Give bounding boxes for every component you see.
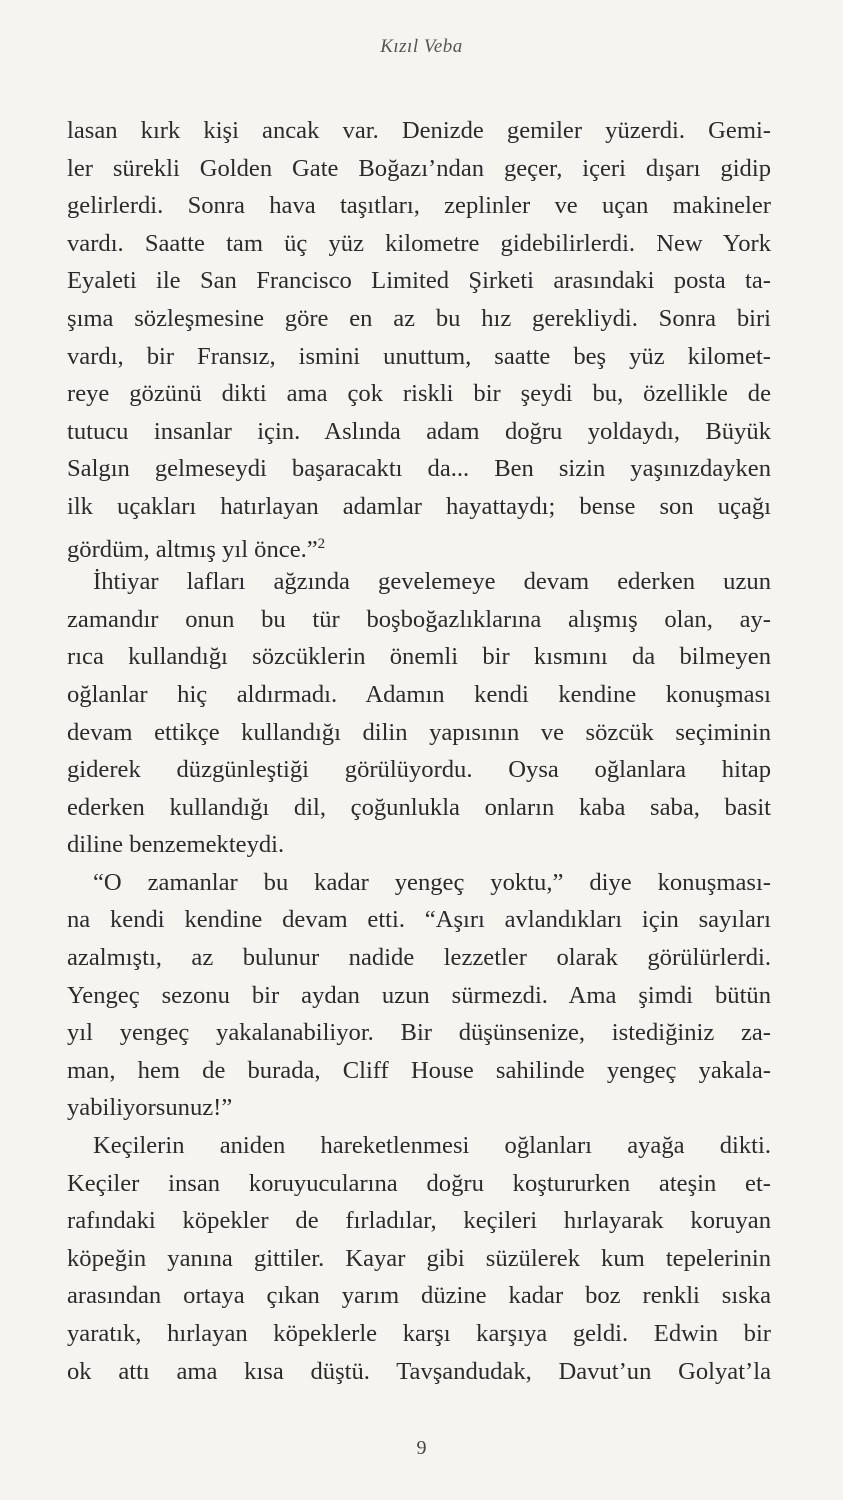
text-line: Keçilerin aniden hareketlenmesi oğlanları ayağa dikti. <box>93 1132 771 1160</box>
text-line: Yengeç sezonu bir aydan uzun sürmezdi. Ama şimdi bütün <box>67 981 771 1009</box>
footnote-reference: 2 <box>317 535 326 552</box>
text-line: ederken kullandığı dil, çoğunlukla onların kaba saba, basit <box>67 793 771 821</box>
text-line: İhtiyar lafları ağzında gevelemeye devam ederken uzun <box>93 568 771 596</box>
text-line: man, hem de burada, Cliff House sahilinde yengeç yakala- <box>67 1056 771 1084</box>
text-line: yıl yengeç yakalanabiliyor. Bir düşünsenize, istediğiniz za- <box>67 1019 771 1047</box>
text-line: zamandır onun bu tür boşboğazlıklarına alışmış olan, ay- <box>67 605 771 633</box>
body-text <box>67 112 771 1390</box>
text-line: ler sürekli Golden Gate Boğazı’ndan geçer, içeri dışarı gidip <box>67 154 771 182</box>
text-line: şıma sözleşmesine göre en az bu hız gerekliydi. Sonra biri <box>67 304 771 332</box>
text-line: oğlanlar hiç aldırmadı. Adamın kendi kendine konuşması <box>67 680 771 708</box>
text-line: yabiliyorsunuz!” <box>67 1094 233 1122</box>
text-line: lasan kırk kişi ancak var. Denizde gemiler yüzerdi. Gemi- <box>67 117 771 144</box>
text-line: köpeğin yanına gittiler. Kayar gibi süzülerek kum tepelerinin <box>67 1244 771 1272</box>
running-head-title: Kızıl Veba <box>380 36 463 57</box>
text-line: yaratık, hırlayan köpeklerle karşı karşıya geldi. Edwin bir <box>67 1320 771 1347</box>
text-line: devam ettikçe kullandığı dilin yapısının ve sözcük seçiminin <box>67 718 771 746</box>
text-line: arasından ortaya çıkan yarım düzine kadar boz renkli sıska <box>67 1282 771 1310</box>
text-line: Eyaleti ile San Francisco Limited Şirketi arasındaki posta ta- <box>67 267 771 295</box>
text-line: diline benzemekteydi. <box>67 831 285 859</box>
text-line: tutucu insanlar için. Aslında adam doğru yoldaydı, Büyük <box>67 417 771 445</box>
text-line: Keçiler insan koruyucularına doğru koştururken ateşin et- <box>67 1169 771 1197</box>
text-line: ilk uçakları hatırlayan adamlar hayattaydı; bense son uçağı <box>67 492 771 520</box>
text-line: gördüm, altmış yıl önce.”$^2$ <box>67 535 326 563</box>
page-number: 9 <box>416 1437 427 1459</box>
text-line: Salgın gelmeseydi başaracaktı da... Ben sizin yaşınızdayken <box>67 455 771 483</box>
text-line: azalmıştı, az bulunur nadide lezzetler olarak görülürlerdi. <box>67 944 771 972</box>
text-line: rafındaki köpekler de fırladılar, keçileri hırlayarak koruyan <box>67 1207 771 1235</box>
text-line: reye gözünü dikti ama çok riskli bir şeydi bu, özellikle de <box>67 380 771 408</box>
text-line: na kendi kendine devam etti. “Aşırı avlandıkları için sayıları <box>67 906 771 934</box>
text-line: giderek düzgünleştiği görülüyordu. Oysa oğlanlara hitap <box>67 756 771 784</box>
text-line: vardı. Saatte tam üç yüz kilometre gidebilirlerdi. New York <box>67 229 771 257</box>
text-line: “O zamanlar bu kadar yengeç yoktu,” diye konuşması- <box>93 868 771 896</box>
text-line: vardı, bir Fransız, ismini unuttum, saatte beş yüz kilomet- <box>67 342 771 370</box>
text-line: ok attı ama kısa düştü. Tavşandudak, Davut’un Golyat’la <box>67 1357 771 1385</box>
text-line: gelirlerdi. Sonra hava taşıtları, zeplinler ve uçan makineler <box>67 192 771 220</box>
text-line: rıca kullandığı sözcüklerin önemli bir kısmını da bilmeyen <box>67 643 771 671</box>
